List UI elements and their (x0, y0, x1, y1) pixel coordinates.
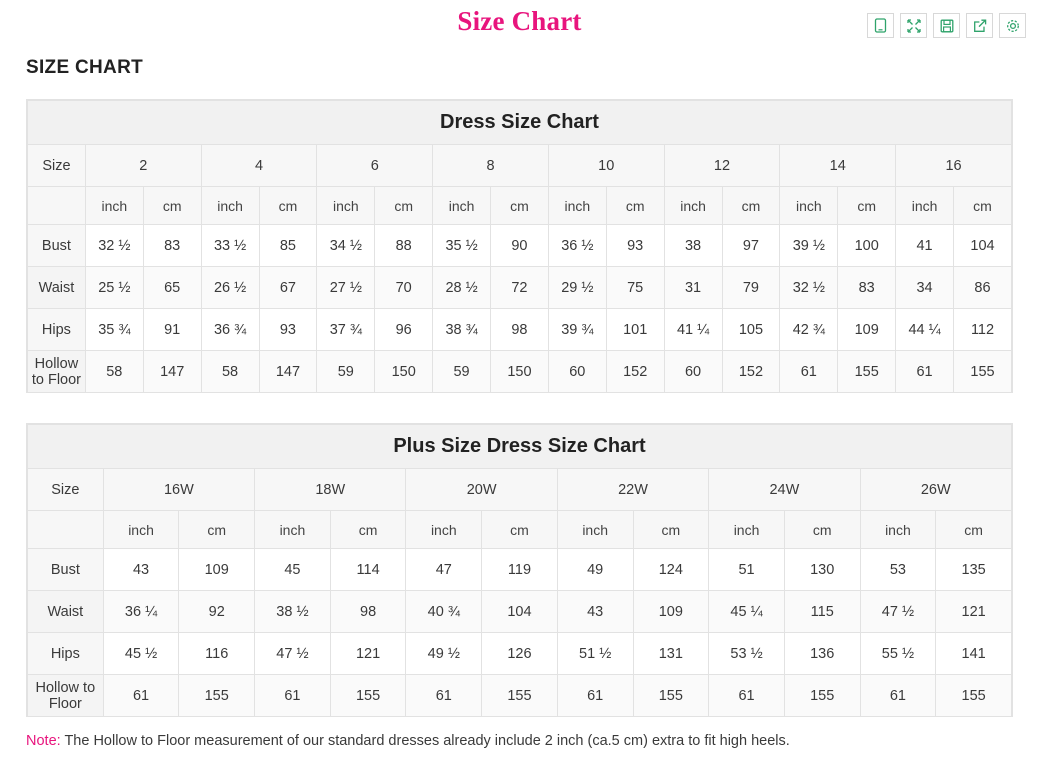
unit-header-cell: inch (103, 511, 179, 549)
toolbar (867, 13, 1026, 38)
size-header-cell: 6 (317, 145, 433, 187)
measurement-cell: 109 (179, 549, 255, 591)
unit-header-cell: cm (330, 511, 406, 549)
size-header-cell: 8 (433, 145, 549, 187)
measurement-cell: 51 (709, 549, 785, 591)
measurement-cell: 29 ½ (548, 267, 606, 309)
table-row (28, 267, 1012, 309)
size-header-cell: 26W (860, 469, 1011, 511)
table-row (28, 633, 1012, 675)
measurement-cell: 60 (548, 351, 606, 393)
table-row (28, 675, 1012, 717)
measurement-cell: 53 ½ (709, 633, 785, 675)
row-label: Waist (28, 591, 104, 633)
size-header-cell: 18W (255, 469, 406, 511)
measurement-cell: 47 ½ (255, 633, 331, 675)
measurement-cell: 105 (722, 309, 780, 351)
measurement-cell: 130 (784, 549, 860, 591)
measurement-cell: 49 (557, 549, 633, 591)
measurement-cell: 58 (85, 351, 143, 393)
plus-size-label: Size (28, 469, 104, 511)
measurement-cell: 58 (201, 351, 259, 393)
measurement-cell: 60 (664, 351, 722, 393)
measurement-cell: 39 ¾ (548, 309, 606, 351)
empty-cell (28, 187, 86, 225)
note-label: Note: (26, 733, 61, 749)
plus-size-dress-chart-table (26, 423, 1013, 717)
measurement-cell: 53 (860, 549, 936, 591)
measurement-cell: 35 ¾ (85, 309, 143, 351)
measurement-cell: 121 (936, 591, 1012, 633)
table-row (28, 101, 1012, 145)
measurement-cell: 155 (482, 675, 558, 717)
plus-table-title: Plus Size Dress Size Chart (28, 425, 1012, 469)
unit-header-cell: cm (784, 511, 860, 549)
measurement-cell: 41 (896, 225, 954, 267)
table-row (28, 225, 1012, 267)
gear-icon[interactable] (999, 13, 1026, 38)
measurement-cell: 65 (143, 267, 201, 309)
measurement-cell: 37 ¾ (317, 309, 375, 351)
unit-header-cell: inch (406, 511, 482, 549)
measurement-cell: 88 (375, 225, 433, 267)
unit-header-cell: inch (557, 511, 633, 549)
row-label: Hollow to Floor (28, 351, 86, 393)
measurement-cell: 34 (896, 267, 954, 309)
table-row (28, 469, 1012, 511)
measurement-cell: 31 (664, 267, 722, 309)
measurement-cell: 70 (375, 267, 433, 309)
measurement-cell: 141 (936, 633, 1012, 675)
row-label: Bust (28, 225, 86, 267)
unit-header-cell: cm (259, 187, 317, 225)
table-row (28, 187, 1012, 225)
measurement-cell: 93 (259, 309, 317, 351)
unit-header-cell: inch (85, 187, 143, 225)
measurement-cell: 34 ½ (317, 225, 375, 267)
measurement-cell: 28 ½ (433, 267, 491, 309)
measurement-cell: 45 ½ (103, 633, 179, 675)
unit-header-cell: inch (896, 187, 954, 225)
unit-header-cell: cm (633, 511, 709, 549)
measurement-cell: 98 (491, 309, 549, 351)
row-label: Bust (28, 549, 104, 591)
measurement-cell: 79 (722, 267, 780, 309)
measurement-cell: 104 (482, 591, 558, 633)
measurement-cell: 150 (491, 351, 549, 393)
measurement-cell: 42 ¾ (780, 309, 838, 351)
measurement-cell: 155 (784, 675, 860, 717)
measurement-cell: 72 (491, 267, 549, 309)
measurement-cell: 135 (936, 549, 1012, 591)
measurement-cell: 39 ½ (780, 225, 838, 267)
size-header-cell: 16 (896, 145, 1012, 187)
measurement-cell: 93 (606, 225, 664, 267)
measurement-cell: 152 (722, 351, 780, 393)
measurement-cell: 38 ½ (255, 591, 331, 633)
measurement-cell: 96 (375, 309, 433, 351)
measurement-cell: 97 (722, 225, 780, 267)
measurement-cell: 155 (179, 675, 255, 717)
page-title: Size Chart (457, 6, 582, 36)
unit-header-cell: inch (709, 511, 785, 549)
measurement-cell: 45 ¼ (709, 591, 785, 633)
measurement-cell: 55 ½ (860, 633, 936, 675)
unit-header-cell: cm (375, 187, 433, 225)
unit-header-cell: cm (722, 187, 780, 225)
measurement-cell: 61 (255, 675, 331, 717)
measurement-cell: 32 ½ (85, 225, 143, 267)
measurement-cell: 112 (954, 309, 1012, 351)
save-icon[interactable] (933, 13, 960, 38)
measurement-cell: 83 (838, 267, 896, 309)
unit-header-cell: cm (179, 511, 255, 549)
fullscreen-icon[interactable] (900, 13, 927, 38)
measurement-cell: 38 ¾ (433, 309, 491, 351)
size-header-cell: 20W (406, 469, 557, 511)
measurement-cell: 36 ¾ (201, 309, 259, 351)
measurement-cell: 45 (255, 549, 331, 591)
size-header-cell: 24W (709, 469, 860, 511)
measurement-cell: 136 (784, 633, 860, 675)
measurement-cell: 36 ½ (548, 225, 606, 267)
unit-header-cell: inch (548, 187, 606, 225)
measurement-cell: 124 (633, 549, 709, 591)
measurement-cell: 98 (330, 591, 406, 633)
dress-size-chart-table (26, 99, 1013, 393)
measurement-cell: 155 (633, 675, 709, 717)
measurement-cell: 35 ½ (433, 225, 491, 267)
measurement-cell: 61 (709, 675, 785, 717)
note (26, 733, 1013, 749)
measurement-cell: 104 (954, 225, 1012, 267)
measurement-cell: 47 ½ (860, 591, 936, 633)
measurement-cell: 147 (143, 351, 201, 393)
table-row (28, 425, 1012, 469)
measurement-cell: 147 (259, 351, 317, 393)
unit-header-cell: cm (491, 187, 549, 225)
unit-header-cell: cm (954, 187, 1012, 225)
measurement-cell: 155 (838, 351, 896, 393)
size-header-cell: 22W (557, 469, 708, 511)
measurement-cell: 49 ½ (406, 633, 482, 675)
measurement-cell: 155 (936, 675, 1012, 717)
measurement-cell: 115 (784, 591, 860, 633)
measurement-cell: 44 ¼ (896, 309, 954, 351)
unit-header-cell: cm (482, 511, 558, 549)
measurement-cell: 59 (317, 351, 375, 393)
unit-header-cell: inch (255, 511, 331, 549)
measurement-cell: 109 (633, 591, 709, 633)
measurement-cell: 91 (143, 309, 201, 351)
unit-header-cell: inch (664, 187, 722, 225)
measurement-cell: 43 (557, 591, 633, 633)
measurement-cell: 90 (491, 225, 549, 267)
measurement-cell: 114 (330, 549, 406, 591)
measurement-cell: 109 (838, 309, 896, 351)
measurement-cell: 152 (606, 351, 664, 393)
size-header-cell: 10 (548, 145, 664, 187)
row-label: Waist (28, 267, 86, 309)
size-header-cell: 12 (664, 145, 780, 187)
measurement-cell: 116 (179, 633, 255, 675)
measurement-cell: 25 ½ (85, 267, 143, 309)
unit-header-cell: inch (201, 187, 259, 225)
table-row (28, 591, 1012, 633)
measurement-cell: 61 (860, 675, 936, 717)
measurement-cell: 100 (838, 225, 896, 267)
unit-header-cell: cm (143, 187, 201, 225)
measurement-cell: 150 (375, 351, 433, 393)
measurement-cell: 41 ¼ (664, 309, 722, 351)
section-heading: SIZE CHART (26, 57, 143, 78)
size-header-cell: 16W (103, 469, 254, 511)
table-row (28, 351, 1012, 393)
size-header-cell: 14 (780, 145, 896, 187)
measurement-cell: 92 (179, 591, 255, 633)
measurement-cell: 61 (780, 351, 838, 393)
measurement-cell: 131 (633, 633, 709, 675)
unit-header-cell: cm (936, 511, 1012, 549)
measurement-cell: 67 (259, 267, 317, 309)
share-icon[interactable] (966, 13, 993, 38)
measurement-cell: 59 (433, 351, 491, 393)
measurement-cell: 47 (406, 549, 482, 591)
plus-table-body (28, 425, 1012, 717)
measurement-cell: 61 (103, 675, 179, 717)
measurement-cell: 61 (896, 351, 954, 393)
measurement-cell: 155 (954, 351, 1012, 393)
empty-cell (28, 511, 104, 549)
table-row (28, 511, 1012, 549)
unit-header-cell: inch (860, 511, 936, 549)
row-label: Hips (28, 309, 86, 351)
unit-header-cell: cm (838, 187, 896, 225)
measurement-cell: 119 (482, 549, 558, 591)
dress-size-label: Size (28, 145, 86, 187)
measurement-cell: 101 (606, 309, 664, 351)
unit-header-cell: inch (780, 187, 838, 225)
dress-table-body (28, 101, 1012, 393)
dress-table-title: Dress Size Chart (28, 101, 1012, 145)
measurement-cell: 75 (606, 267, 664, 309)
measurement-cell: 32 ½ (780, 267, 838, 309)
size-header-cell: 4 (201, 145, 317, 187)
measurement-cell: 61 (406, 675, 482, 717)
row-label: Hips (28, 633, 104, 675)
measurement-cell: 83 (143, 225, 201, 267)
measurement-cell: 40 ¾ (406, 591, 482, 633)
unit-header-cell: cm (606, 187, 664, 225)
measurement-cell: 85 (259, 225, 317, 267)
measurement-cell: 126 (482, 633, 558, 675)
measurement-cell: 27 ½ (317, 267, 375, 309)
measurement-cell: 86 (954, 267, 1012, 309)
measurement-cell: 26 ½ (201, 267, 259, 309)
measurement-cell: 33 ½ (201, 225, 259, 267)
measurement-cell: 155 (330, 675, 406, 717)
size-header-cell: 2 (85, 145, 201, 187)
measurement-cell: 121 (330, 633, 406, 675)
measurement-cell: 43 (103, 549, 179, 591)
table-row (28, 549, 1012, 591)
measurement-cell: 51 ½ (557, 633, 633, 675)
unit-header-cell: inch (317, 187, 375, 225)
table-row (28, 309, 1012, 351)
mobile-preview-icon[interactable] (867, 13, 894, 38)
note-text: The Hollow to Floor measurement of our standard dresses already include 2 inch (ca.5 cm) extra to fit high heels. (60, 733, 790, 749)
row-label: Hollow to Floor (28, 675, 104, 717)
measurement-cell: 38 (664, 225, 722, 267)
measurement-cell: 36 ¼ (103, 591, 179, 633)
table-row (28, 145, 1012, 187)
measurement-cell: 61 (557, 675, 633, 717)
unit-header-cell: inch (433, 187, 491, 225)
